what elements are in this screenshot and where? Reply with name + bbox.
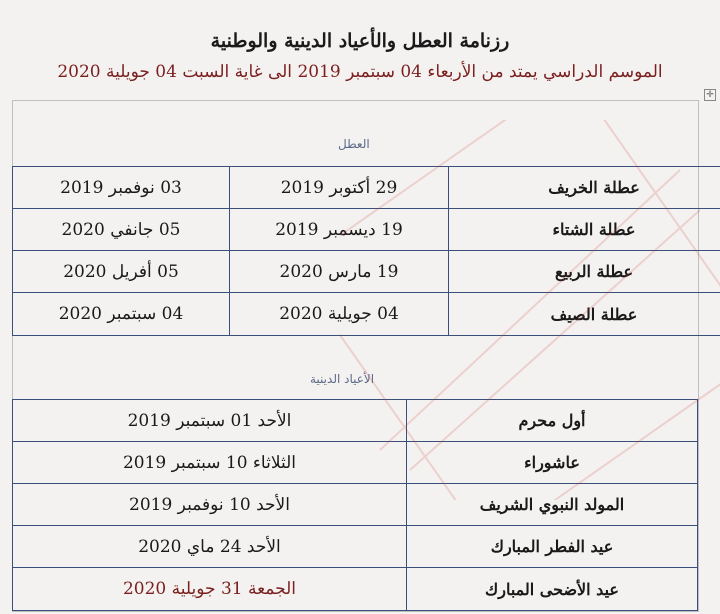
religious-occasion-name: أول محرم [407,400,698,442]
move-cross-icon[interactable]: ✛ [704,89,716,101]
page-title: رزنامة العطل والأعياد الدينية والوطنية [210,30,510,52]
religious-occasion-name: المولد النبوي الشريف [407,484,698,526]
religious-table [12,399,698,611]
religious-row [13,526,698,568]
holiday-end-date: 04 سبتمبر 2020 [13,293,230,336]
religious-row [13,442,698,484]
holiday-start-date: 19 ديسمبر 2019 [230,209,449,251]
holiday-start-date: 29 أكتوبر 2019 [230,167,449,209]
religious-row [13,400,698,442]
religious-occasion-date: الجمعة 31 جويلية 2020 [13,568,407,611]
religious-row [13,568,698,611]
holiday-start-date: 04 جويلية 2020 [230,293,449,336]
holiday-row [13,293,720,336]
holidays-table [12,166,720,336]
holiday-name: عطلة الخريف [449,167,720,209]
holiday-row [13,209,720,251]
holiday-name: عطلة الربيع [449,251,720,293]
holiday-name: عطلة الشتاء [449,209,720,251]
holiday-row [13,251,720,293]
page-subtitle: الموسم الدراسي يمتد من الأربعاء 04 سبتمبر 2019 الى غاية السبت 04 جويلية 2020 [57,62,663,82]
holiday-row [13,167,720,209]
religious-occasion-date: الثلاثاء 10 سبتمبر 2019 [13,442,407,484]
religious-row [13,484,698,526]
holiday-end-date: 03 نوفمبر 2019 [13,167,230,209]
religious-occasion-name: عيد الأضحى المبارك [407,568,698,611]
holiday-start-date: 19 مارس 2020 [230,251,449,293]
holiday-end-date: 05 جانفي 2020 [13,209,230,251]
religious-occasion-name: عاشوراء [407,442,698,484]
religious-occasion-date: الأحد 10 نوفمبر 2019 [13,484,407,526]
holiday-end-date: 05 أفريل 2020 [13,251,230,293]
religious-occasion-date: الأحد 01 سبتمبر 2019 [13,400,407,442]
religious-caption: الأعياد الدينية [310,372,375,386]
holidays-caption: العطل [338,137,370,151]
holiday-name: عطلة الصيف [449,293,720,336]
religious-occasion-date: الأحد 24 ماي 2020 [13,526,407,568]
religious-occasion-name: عيد الفطر المبارك [407,526,698,568]
